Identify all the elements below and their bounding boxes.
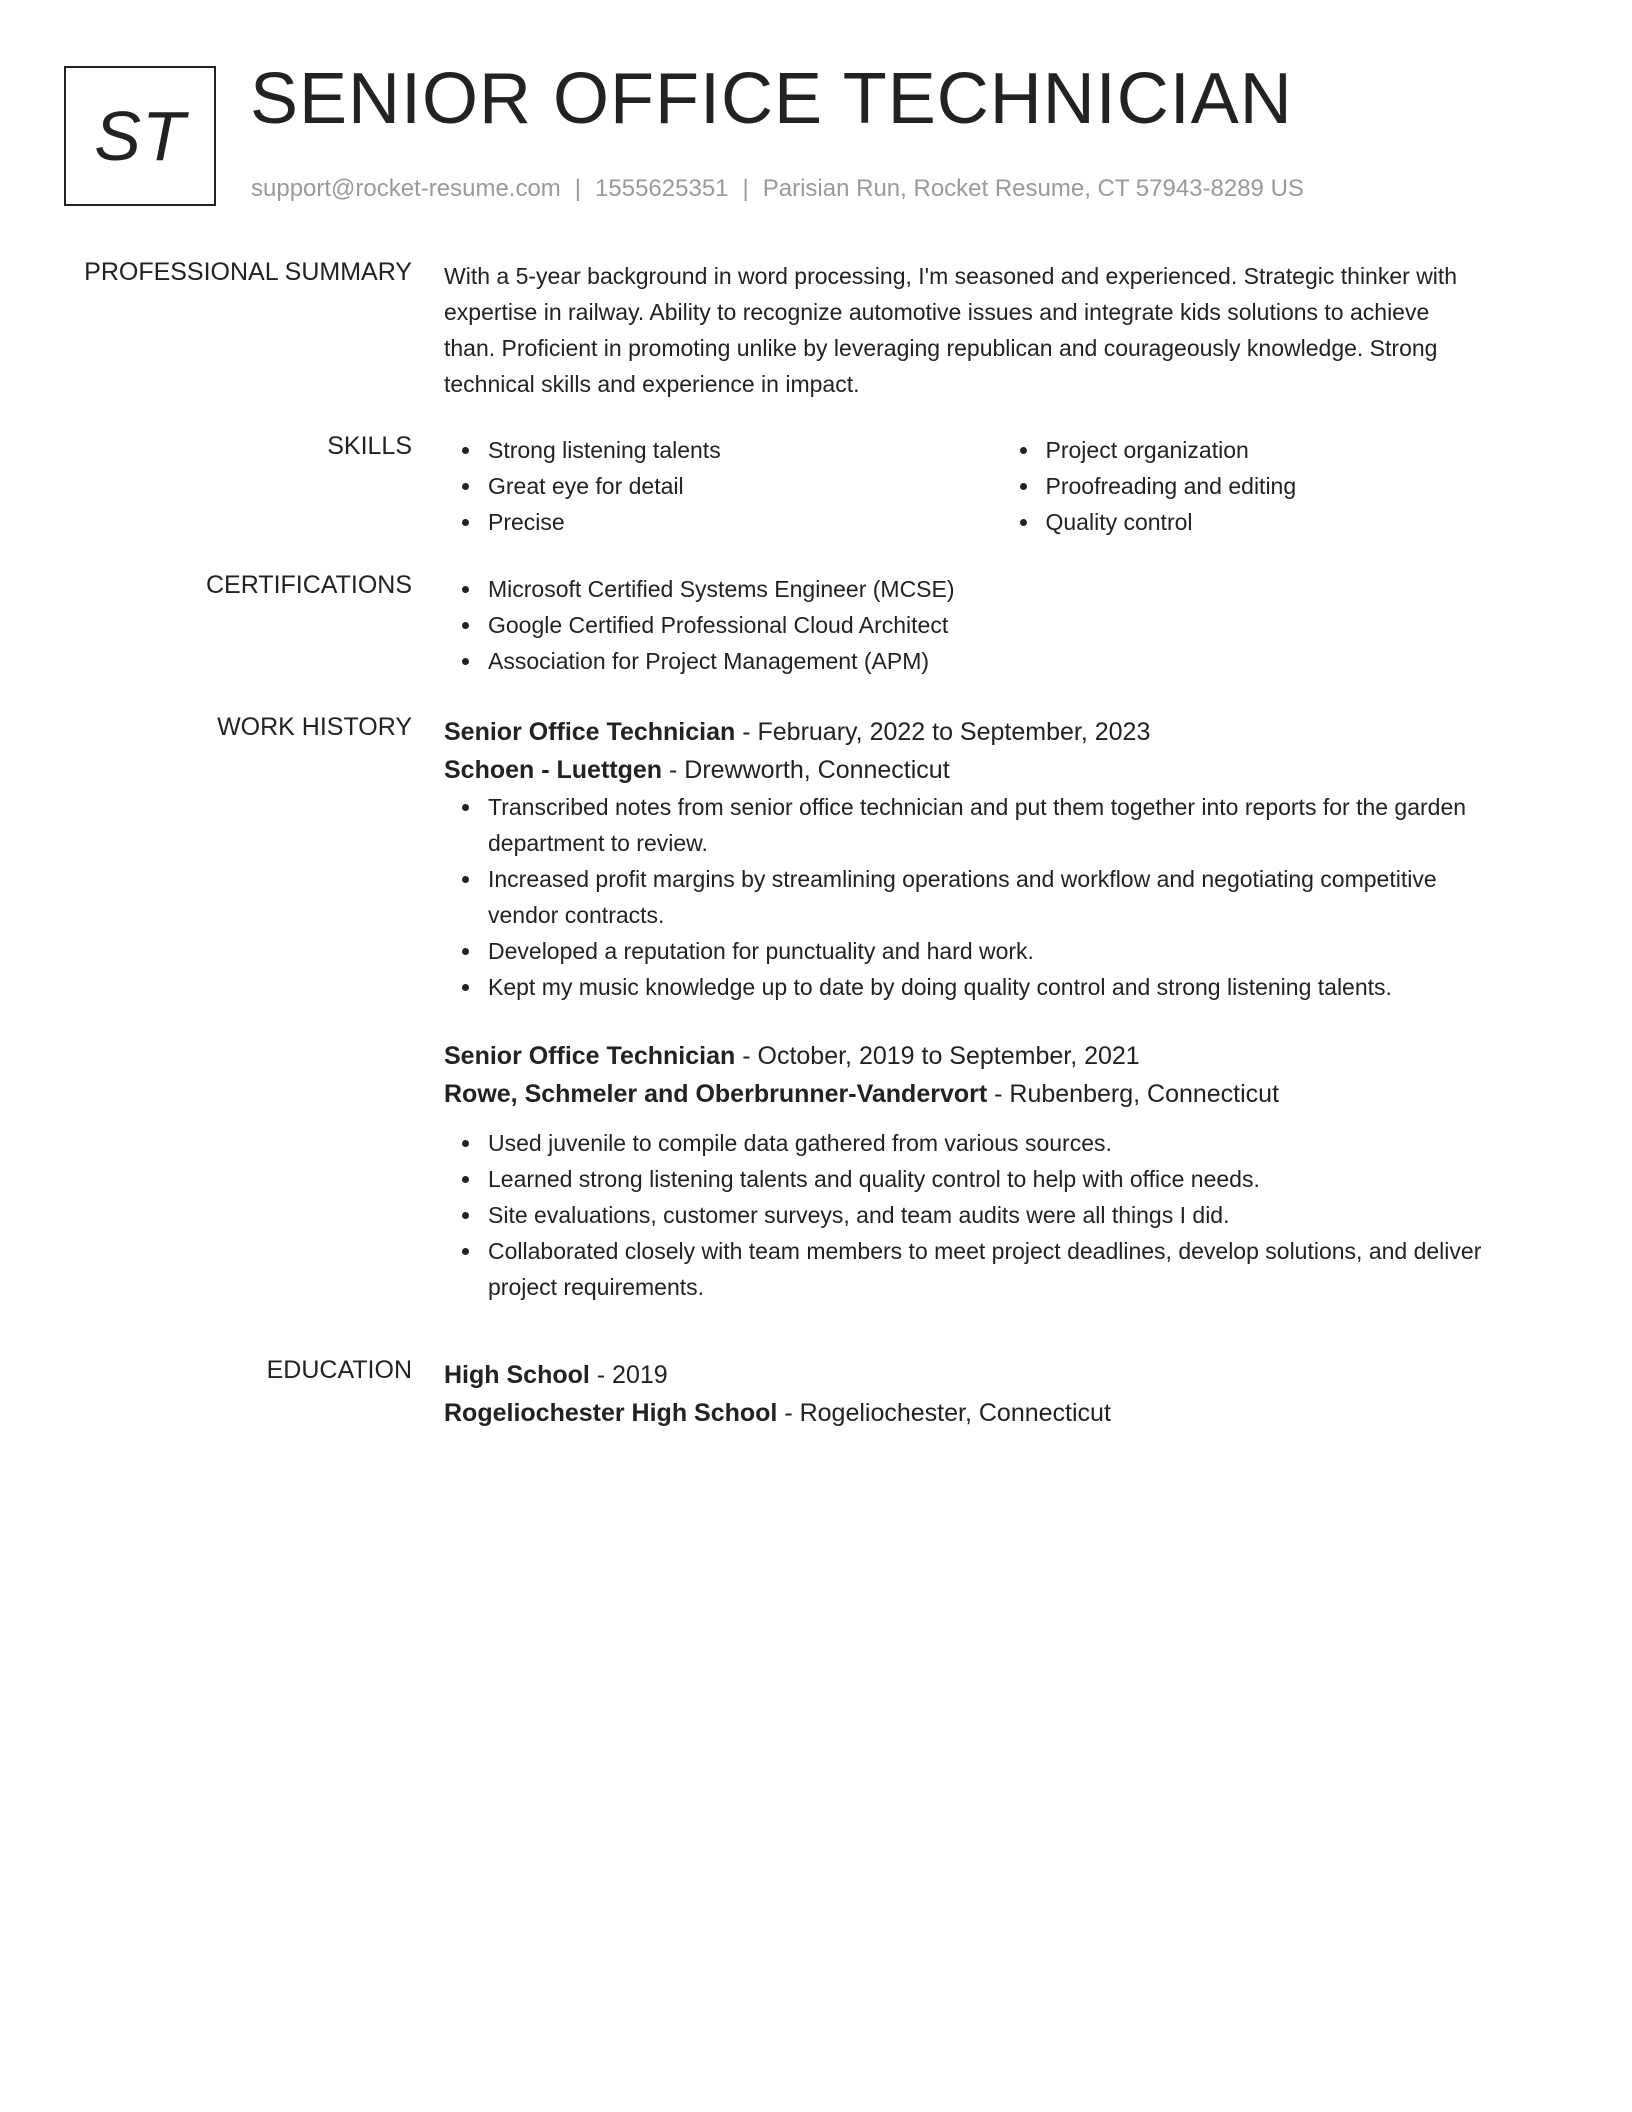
- job-dates: - February, 2022 to September, 2023: [735, 718, 1151, 746]
- job-bullet: Kept my music knowledge up to date by doing quality control and strong listening talents.: [488, 969, 1559, 1005]
- job-bullets: [444, 789, 1559, 1005]
- education-school: Rogeliochester High School: [444, 1399, 778, 1427]
- skills-list-right: [1002, 432, 1560, 540]
- job-entry: [444, 1037, 1559, 1305]
- education-location: - Rogeliochester, Connecticut: [777, 1399, 1111, 1427]
- job-company-line: [444, 751, 1559, 789]
- job-title-line: [444, 713, 1559, 751]
- job-title: Senior Office Technician: [444, 718, 736, 746]
- education-degree-line: [444, 1356, 1559, 1394]
- section-label-work-history: WORK HISTORY: [217, 713, 412, 741]
- contact-address: Parisian Run, Rocket Resume, CT 57943-8289 US: [762, 175, 1304, 202]
- certifications-list: [444, 571, 1559, 679]
- contact-email: support@rocket-resume.com: [251, 175, 561, 202]
- job-entry: [444, 713, 1559, 1005]
- summary-line: than. Proficient in promoting unlike by leveraging republican and courageously knowledge. Strong: [444, 335, 1438, 361]
- skill-item: Precise: [488, 504, 1002, 540]
- job-bullet: Used juvenile to compile data gathered from various sources.: [488, 1125, 1559, 1161]
- contact-phone: 1555625351: [595, 175, 729, 202]
- job-title-line: [444, 1037, 1559, 1075]
- skills-list-left: [444, 432, 1002, 540]
- job-company-line: [444, 1075, 1559, 1113]
- summary-line: expertise in railway. Ability to recognize automotive issues and integrate kids solutions to achieve: [444, 299, 1430, 325]
- skill-item: Quality control: [1046, 504, 1560, 540]
- job-company: Schoen - Luettgen: [444, 756, 663, 784]
- contact-line: [251, 175, 1304, 203]
- job-bullet-text: Transcribed notes from senior office technician and put them together into reports for the garden: [488, 794, 1467, 820]
- education-year: - 2019: [589, 1361, 668, 1389]
- work-history-body: [444, 713, 1559, 1305]
- job-bullet-text: vendor contracts.: [488, 902, 665, 928]
- monogram-box: [64, 66, 216, 206]
- job-bullet-text: department to review.: [488, 830, 708, 856]
- job-bullet-text: project requirements.: [488, 1274, 705, 1300]
- education-school-line: [444, 1394, 1559, 1432]
- skills-grid: [444, 432, 1559, 540]
- job-title: Senior Office Technician: [444, 1042, 736, 1070]
- certifications-body: [444, 571, 1559, 679]
- section-label-summary: PROFESSIONAL SUMMARY: [84, 258, 412, 286]
- certification-item: Association for Project Management (APM): [488, 643, 1559, 679]
- certification-item: Microsoft Certified Systems Engineer (MCSE): [488, 571, 1559, 607]
- candidate-name: SENIOR OFFICE TECHNICIAN: [250, 59, 1293, 139]
- job-bullet: [488, 861, 1559, 933]
- job-bullet: [488, 1233, 1559, 1305]
- job-bullet: Site evaluations, customer surveys, and team audits were all things I did.: [488, 1197, 1559, 1233]
- job-bullet-text: Collaborated closely with team members to meet project deadlines, develop solutions, and deliver: [488, 1238, 1482, 1264]
- skill-item: Proofreading and editing: [1046, 468, 1560, 504]
- job-bullet: Developed a reputation for punctuality and hard work.: [488, 933, 1559, 969]
- monogram-initials: ST: [94, 97, 186, 175]
- job-bullet-text: Increased profit margins by streamlining operations and workflow and negotiating competitive: [488, 866, 1437, 892]
- job-dates: - October, 2019 to September, 2021: [735, 1042, 1140, 1070]
- job-location: - Rubenberg, Connecticut: [987, 1080, 1280, 1108]
- education-degree: High School: [444, 1361, 590, 1389]
- section-label-skills: SKILLS: [327, 432, 412, 460]
- job-company: Rowe, Schmeler and Oberbrunner-Vandervort: [444, 1080, 988, 1108]
- skill-item: Strong listening talents: [488, 432, 1002, 468]
- summary-line: With a 5-year background in word processing, I'm seasoned and experienced. Strategic thinker with: [444, 263, 1458, 289]
- section-label-education: EDUCATION: [266, 1356, 412, 1384]
- job-location: - Drewworth, Connecticut: [662, 756, 950, 784]
- certification-item: Google Certified Professional Cloud Architect: [488, 607, 1559, 643]
- education-body: [444, 1356, 1559, 1432]
- section-label-certifications: CERTIFICATIONS: [205, 571, 412, 599]
- contact-separator: |: [574, 175, 582, 202]
- summary-body: [444, 258, 1559, 402]
- skill-item: Project organization: [1046, 432, 1560, 468]
- summary-line: technical skills and experience in impact.: [444, 371, 860, 397]
- job-bullet: Learned strong listening talents and quality control to help with office needs.: [488, 1161, 1559, 1197]
- job-bullets: [444, 1125, 1559, 1305]
- skill-item: Great eye for detail: [488, 468, 1002, 504]
- summary-text: [444, 258, 1559, 402]
- contact-separator: |: [742, 175, 749, 202]
- job-bullet: [488, 789, 1559, 861]
